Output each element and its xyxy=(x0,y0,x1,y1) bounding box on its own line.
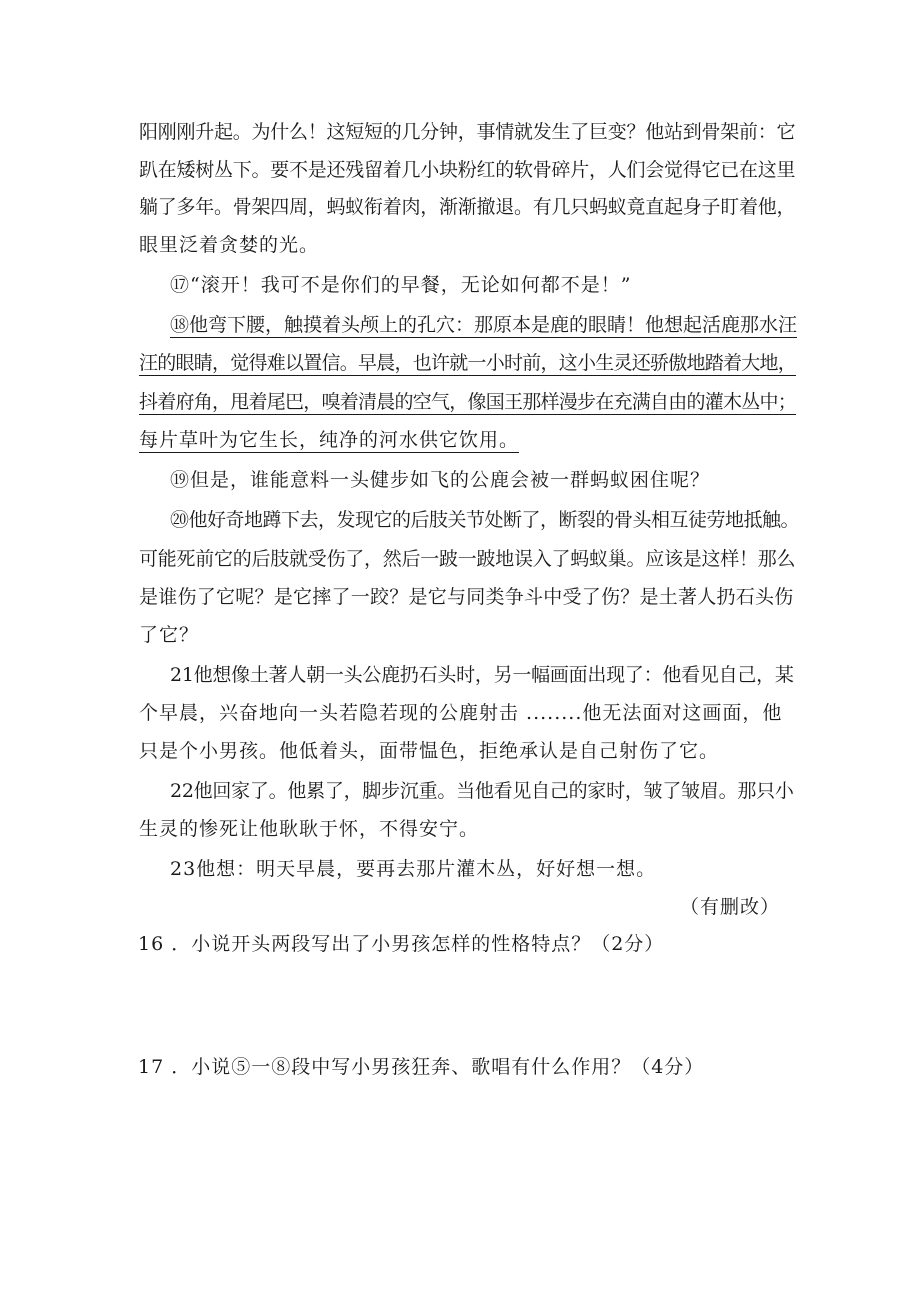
text-line: 是谁伤了它呢？是它摔了一跤？是它与同类争斗中受了伤？是土著人扔石头伤 xyxy=(139,586,794,608)
text-line: 阳刚刚升起。为什么！这短短的几分钟，事情就发生了巨变？他站到骨架前：它 xyxy=(139,121,796,143)
text-line: 只是个小男孩。他低着头，面带愠色，拒绝承认是自己射伤了它。 xyxy=(139,740,720,762)
paragraph-20: ⑳他好奇地蹲下去，发现它的后肢关节处断了，断裂的骨头相互徒劳地抵触。 xyxy=(170,509,800,531)
text-line: 眼里泛着贪婪的光。 xyxy=(139,234,320,256)
text-line: 躺了多年。骨架四周，蚂蚁衔着肉，渐渐撤退。有几只蚂蚁竟直起身子盯着他， xyxy=(139,196,796,218)
question-17: 17 ．小说⑤一⑧段中写小男孩狂奔、歌唱有什么作用？（4分） xyxy=(138,1056,705,1078)
paragraph-17: ⑰“滚开！我可不是你们的早餐，无论如何都不是！” xyxy=(170,274,632,296)
paragraph-18-underlined: 每片草叶为它生长，纯净的河水供它饮用。 xyxy=(139,429,520,451)
question-16: 16 ．小说开头两段写出了小男孩怎样的性格特点？（2分） xyxy=(138,933,665,955)
paragraph-19: ⑲但是，谁能意料一头健步如飞的公鹿会被一群蚂蚁困住呢？ xyxy=(170,469,711,491)
paragraph-18-underlined: ⑱他弯下腰，触摸着头颅上的孔穴：那原本是鹿的眼睛！他想起活鹿那水汪 xyxy=(170,314,798,336)
paragraph-18-underlined: 汪的眼睛，觉得难以置信。早晨，也许就一小时前，这小生灵还骄傲地踏着大地， xyxy=(139,352,797,374)
text-line: 个早晨，兴奋地向一头若隐若现的公鹿射击 ........他无法面对这画面，他 xyxy=(139,702,783,724)
paragraph-23: 23他想：明天早晨，要再去那片灌木丛，好好想一想。 xyxy=(170,858,657,880)
text-line: 了它？ xyxy=(139,624,200,646)
text-line: 生灵的惨死让他耿耿于怀，不得安宁。 xyxy=(139,818,480,840)
text-line: 可能死前它的后肢就受伤了，然后一跛一跛地误入了蚂蚁巢。应该是这样！那么 xyxy=(139,548,796,570)
source-note: （有删改） xyxy=(679,896,780,918)
paragraph-22: 22他回家了。他累了，脚步沉重。当他看见自己的家时，皱了皱眉。那只小 xyxy=(170,780,794,802)
paragraph-21: 21他想像土著人朝一头公鹿扔石头时，另一幅画面出现了：他看见自己，某 xyxy=(170,664,794,686)
paragraph-18-underlined: 抖着府角，甩着尾巴，嗅着清晨的空气，像国王那样漫步在充满自由的灌木丛中； xyxy=(139,391,797,413)
text-line: 趴在矮树丛下。要不是还残留着几小块粉红的软骨碎片，人们会觉得它已在这里 xyxy=(139,159,796,181)
